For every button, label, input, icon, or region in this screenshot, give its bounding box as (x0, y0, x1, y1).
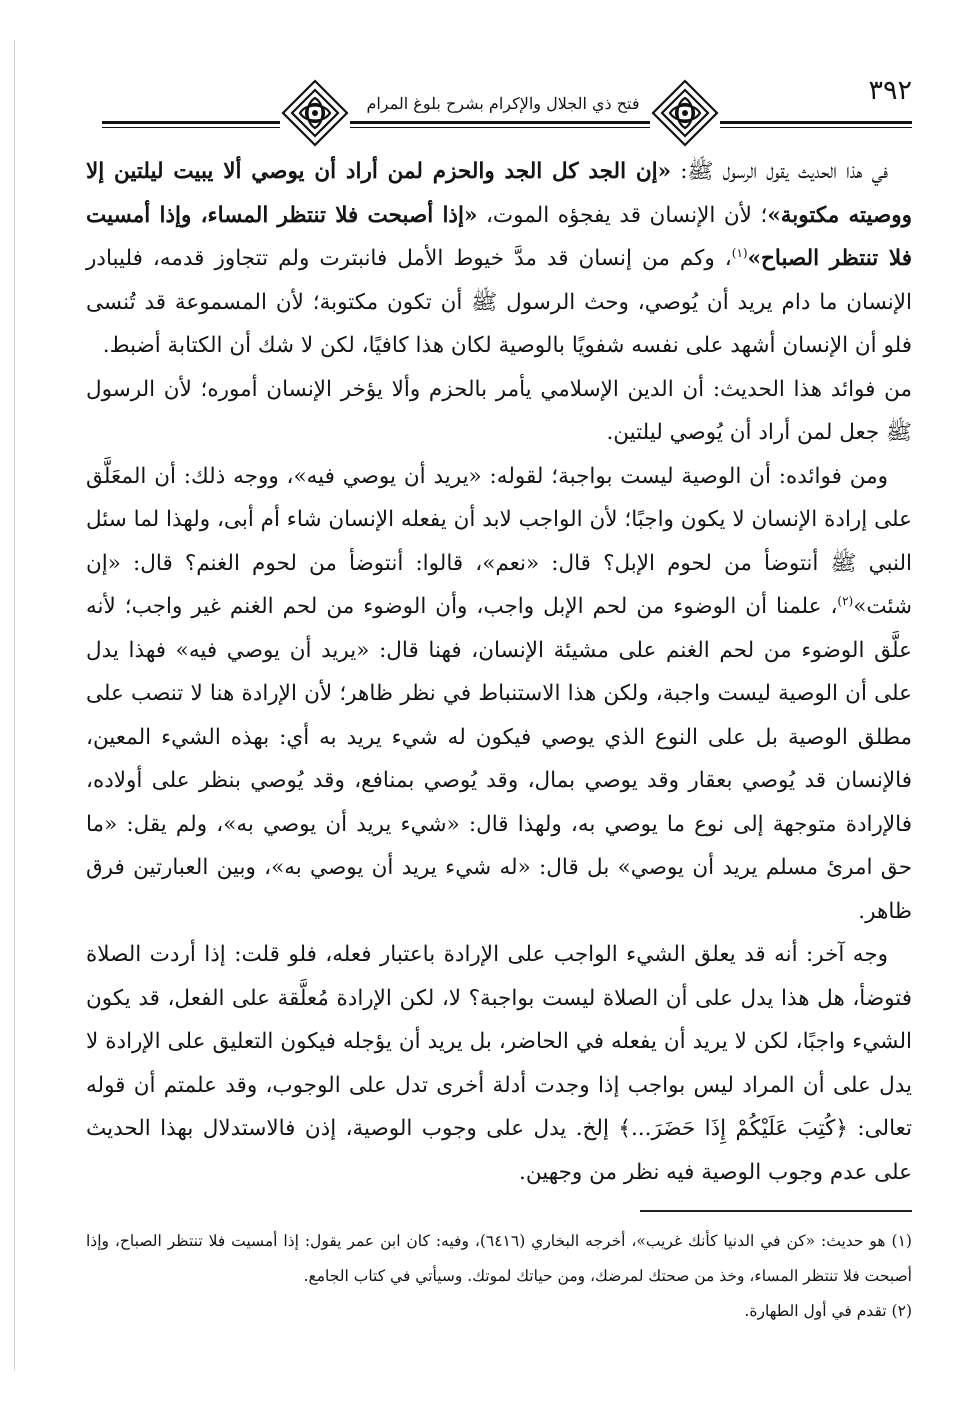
footnote-text: تقدم في أول الطهارة. (744, 1302, 887, 1320)
footnote-separator (640, 1210, 912, 1212)
paragraph-4: وجه آخر: أنه قد يعلق الشيء الواجب على الإرادة باعتبار فعله، فلو قلت: إذا أردت الصلاة فتوضأ، هل هذا يدل على أن الصلاة ليست بواجبة؟ لا، لكن الإرادة مُعلَّقة على الفعل، قد يكون الشيء واجبًا، لكن لا يريد أن يفعله في الحاضر، بل يريد أن يؤجله فيكون التعليق على الإرادة لا يدل على أن المراد ليس بواجب إذا وجدت أدلة أخرى تدل على الوجوب، وقد علمتم أن قوله تعالى: ﴿كُتِبَ عَلَيْكُمْ إِذَا حَضَرَ...﴾ إلخ. يدل على وجوب الوصية، إذن فالاستدلال بهذا الحديث على عدم وجوب الوصية فيه نظر من وجهين. (86, 942, 912, 1185)
paragraph-3: ومن فوائده: أن الوصية ليست بواجبة؛ لقوله: «يريد أن يوصي فيه»، ووجه ذلك: أن المعَلَّق على إرادة الإنسان لا يكون واجبًا؛ لأن الواجب لابد أن يفعله الإنسان شاء أم أبى، ولهذا لما سئل النبي ﷺ أنتوضأ من لحوم الإبل؟ قال: «نعم»، قالوا: أنتوضأ من لحوم الغنم؟ قال: «إن شئت»$^{(٢)}$، علمنا أن الوضوء من لحم الإبل واجب، وأن الوضوء من لحم الغنم غير واجب؛ لأنه علَّق الوضوء من لحم الغنم على مشيئة الإنسان، فهنا قال: «يريد أن يوصي فيه» فهذا يدل على أن الوصية ليست واجبة، ولكن هذا الاستنباط في نظر ظاهر؛ لأن الإرادة هنا لا تنصب على مطلق الوصية بل على النوع الذي يوصي فيكون له شيء يريد به أي: بهذه الشيء المعين، فالإنسان قد يُوصي بعقار وقد يوصي بمال، وقد يُوصي بمنافع، وقد يُوصي بنظر على أولاده، فالإرادة متوجهة إلى نوع ما يوصي به، ولهذا قال: «شيء يريد أن يوصي به»، ولم يقل: «ما حق امرئ مسلم يريد أن يوصي» بل قال: «له شيء يريد أن يوصي به»، وبين العبارتين فرق ظاهر. (86, 463, 912, 924)
footnote-number: (١) (891, 1232, 912, 1250)
book-title: فتح ذي الجلال والإكرام بشرح بلوغ المرام (352, 94, 654, 113)
footnotes (86, 1224, 912, 1329)
footnote-1 (86, 1224, 912, 1294)
main-text (86, 150, 912, 1194)
page-number: ٣٩٢ (868, 75, 912, 106)
footnote-2 (86, 1294, 912, 1329)
page-header (102, 74, 912, 144)
footnote-text: هو حديث: «كن في الدنيا كأنك غريب»، أخرجه البخاري (٦٤١٦)، وفيه: كان ابن عمر يقول: إذا أمسيت فلا تنتظر الصباح، وإذا أصبحت فلا تنتظر المساء، وخذ من صحتك لمرضك، ومن حياتك لموتك. وسيأتي في كتاب الجامع. (86, 1232, 912, 1285)
footnote-ref[interactable]: (٢) (837, 593, 854, 608)
paragraph-1: في هذا الحديث يقول الرسول ﷺ: «إن الجد كل الجد والحزم لمن أراد أن يوصي ألا يبيت ليلتين إلا ووصيته مكتوبة»؛ لأن الإنسان قد يفجؤه الموت، «إذا أصبحت فلا تنتظر المساء، وإذا أمسيت فلا تنتظر الصباح»$^{(١)}$، وكم من إنسان قد مدَّ خيوط الأمل فانبترت ولم تتجاوز قدمه، فليبادر الإنسان ما دام يريد أن يُوصي، وحث الرسول ﷺ أن تكون مكتوبة؛ لأن المسموعة قد تُنسى فلو أن الإنسان أشهد على نفسه شفويًا بالوصية لكان هذا كافيًا، لكن لا شك أن الكتابة أضبط. (86, 159, 912, 358)
footnote-number: (٢) (891, 1302, 912, 1320)
quran-verse: ﴿كُتِبَ عَلَيْكُمْ إِذَا حَضَرَ...﴾ (618, 1116, 848, 1141)
hadith-quote: «إذا أصبحت فلا تنتظر المساء، وإذا أمسيت فلا تنتظر الصباح» (86, 202, 912, 271)
paragraph-2: من فوائد هذا الحديث: أن الدين الإسلامي يأمر بالحزم وألا يؤخر الإنسان أموره؛ لأن الرسول ﷺ جعل لمن أراد أن يُوصي ليلتين. (86, 376, 912, 445)
footnote-ref[interactable]: (١) (731, 245, 748, 260)
arabesque-ornament-icon (650, 78, 720, 148)
arabesque-ornament-icon (280, 78, 350, 148)
hadith-quote: «إن الجد كل الجد والحزم لمن أراد أن يوصي ألا يبيت ليلتين إلا ووصيته مكتوبة» (86, 159, 912, 228)
header-rule-thin (102, 127, 912, 128)
binding-edge (14, 40, 15, 1370)
header-rule (102, 121, 912, 124)
